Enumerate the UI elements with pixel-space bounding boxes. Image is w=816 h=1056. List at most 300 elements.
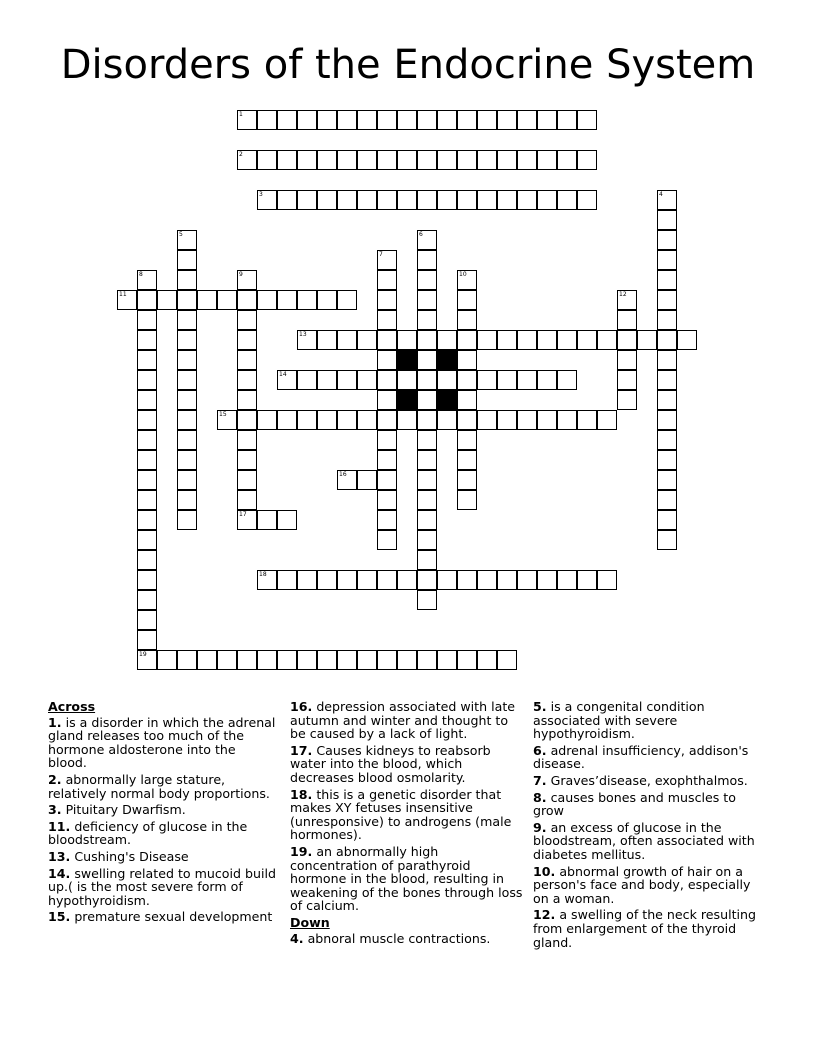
grid-cell[interactable]	[177, 490, 197, 510]
grid-cell[interactable]	[477, 650, 497, 670]
grid-cell[interactable]	[317, 190, 337, 210]
black-cell	[437, 350, 457, 370]
clue-number: 19.	[290, 843, 313, 859]
clue-text: adrenal insufficiency, addison's disease.	[533, 742, 749, 772]
grid-cell[interactable]	[657, 230, 677, 250]
grid-cell[interactable]	[297, 330, 317, 350]
grid-cell[interactable]	[137, 570, 157, 590]
grid-cell[interactable]	[237, 430, 257, 450]
grid-cell[interactable]	[617, 390, 637, 410]
grid-cell[interactable]	[357, 330, 377, 350]
grid-cell[interactable]	[657, 270, 677, 290]
grid-cell[interactable]	[417, 570, 437, 590]
grid-cell[interactable]	[557, 330, 577, 350]
grid-cell[interactable]	[177, 290, 197, 310]
grid-cell[interactable]	[297, 650, 317, 670]
grid-cell[interactable]	[477, 110, 497, 130]
grid-cell[interactable]	[417, 430, 437, 450]
grid-cell[interactable]	[417, 250, 437, 270]
grid-cell[interactable]	[297, 290, 317, 310]
clues-column-1	[48, 700, 278, 927]
grid-cell[interactable]	[317, 410, 337, 430]
grid-cell[interactable]	[537, 370, 557, 390]
grid-cell[interactable]	[277, 650, 297, 670]
grid-cell[interactable]	[417, 550, 437, 570]
clue-number: 4.	[290, 930, 304, 946]
clue-item	[48, 867, 278, 908]
clue-number-label: 2	[239, 151, 243, 158]
grid-cell[interactable]	[497, 410, 517, 430]
grid-cell[interactable]	[417, 310, 437, 330]
grid-cell[interactable]	[457, 350, 477, 370]
grid-cell[interactable]	[417, 490, 437, 510]
grid-cell[interactable]	[317, 370, 337, 390]
grid-cell[interactable]	[457, 570, 477, 590]
grid-cell[interactable]	[177, 430, 197, 450]
grid-cell[interactable]	[577, 190, 597, 210]
grid-cell[interactable]	[137, 390, 157, 410]
grid-cell[interactable]	[137, 530, 157, 550]
grid-cell[interactable]	[377, 270, 397, 290]
grid-cell[interactable]	[397, 330, 417, 350]
grid-cell[interactable]	[657, 530, 677, 550]
clue-text: abnoral muscle contractions.	[303, 930, 491, 946]
grid-cell[interactable]	[377, 570, 397, 590]
grid-cell[interactable]	[397, 150, 417, 170]
grid-cell[interactable]	[297, 370, 317, 390]
grid-cell[interactable]	[177, 250, 197, 270]
grid-cell[interactable]	[557, 370, 577, 390]
grid-cell[interactable]	[557, 110, 577, 130]
grid-cell[interactable]	[657, 470, 677, 490]
grid-cell[interactable]	[677, 330, 697, 350]
grid-cell[interactable]	[437, 330, 457, 350]
grid-cell[interactable]	[177, 230, 197, 250]
grid-cell[interactable]	[197, 650, 217, 670]
grid-cell[interactable]	[357, 150, 377, 170]
grid-cell[interactable]	[517, 370, 537, 390]
grid-cell[interactable]	[457, 650, 477, 670]
grid-cell[interactable]	[477, 150, 497, 170]
grid-cell[interactable]	[377, 470, 397, 490]
clue-text: an abnormally high concentration of parathyroid hormone in the blood, resulting in weakening of the bones through loss of calcium.	[290, 843, 523, 914]
grid-cell[interactable]	[357, 410, 377, 430]
clue-item	[290, 932, 526, 946]
grid-cell[interactable]	[497, 330, 517, 350]
black-cell	[437, 390, 457, 410]
clue-number-label: 10	[459, 271, 467, 278]
grid-cell[interactable]	[117, 290, 137, 310]
grid-cell[interactable]	[617, 290, 637, 310]
grid-cell[interactable]	[417, 190, 437, 210]
grid-cell[interactable]	[137, 510, 157, 530]
grid-cell[interactable]	[417, 230, 437, 250]
grid-cell[interactable]	[657, 350, 677, 370]
grid-cell[interactable]	[217, 650, 237, 670]
grid-cell[interactable]	[137, 430, 157, 450]
grid-cell[interactable]	[337, 650, 357, 670]
grid-cell[interactable]	[457, 410, 477, 430]
grid-cell[interactable]	[237, 310, 257, 330]
clue-number: 8.	[533, 789, 547, 805]
grid-cell[interactable]	[337, 150, 357, 170]
grid-cell[interactable]	[337, 570, 357, 590]
grid-cell[interactable]	[317, 570, 337, 590]
grid-cell[interactable]	[517, 570, 537, 590]
black-cell	[397, 390, 417, 410]
grid-cell[interactable]	[177, 510, 197, 530]
grid-cell[interactable]	[457, 450, 477, 470]
grid-cell[interactable]	[237, 350, 257, 370]
grid-cell[interactable]	[397, 370, 417, 390]
grid-cell[interactable]	[417, 350, 437, 370]
grid-cell[interactable]	[237, 110, 257, 130]
grid-cell[interactable]	[557, 570, 577, 590]
down-heading: Down	[290, 914, 330, 930]
grid-cell[interactable]	[237, 270, 257, 290]
grid-cell[interactable]	[137, 410, 157, 430]
clue-number: 7.	[533, 772, 547, 788]
grid-cell[interactable]	[377, 410, 397, 430]
grid-cell[interactable]	[337, 410, 357, 430]
grid-cell[interactable]	[537, 410, 557, 430]
grid-cell[interactable]	[377, 370, 397, 390]
clue-number-label: 12	[619, 291, 627, 298]
grid-cell[interactable]	[377, 330, 397, 350]
clue-text: Pituitary Dwarfism.	[61, 802, 186, 818]
grid-cell[interactable]	[577, 410, 597, 430]
grid-cell[interactable]	[197, 290, 217, 310]
grid-cell[interactable]	[217, 290, 237, 310]
clue-item	[533, 821, 763, 862]
grid-cell[interactable]	[337, 330, 357, 350]
grid-cell[interactable]	[617, 310, 637, 330]
grid-cell[interactable]	[457, 390, 477, 410]
grid-cell[interactable]	[277, 190, 297, 210]
grid-cell[interactable]	[257, 150, 277, 170]
grid-cell[interactable]	[137, 270, 157, 290]
grid-cell[interactable]	[437, 370, 457, 390]
grid-cell[interactable]	[417, 650, 437, 670]
grid-cell[interactable]	[277, 290, 297, 310]
grid-cell[interactable]	[317, 650, 337, 670]
grid-cell[interactable]	[417, 410, 437, 430]
grid-cell[interactable]	[177, 310, 197, 330]
clue-item	[48, 910, 278, 924]
grid-cell[interactable]	[277, 510, 297, 530]
grid-cell[interactable]	[457, 490, 477, 510]
grid-cell[interactable]	[297, 190, 317, 210]
clues-column-2	[290, 700, 526, 948]
grid-cell[interactable]	[377, 110, 397, 130]
grid-cell[interactable]	[337, 110, 357, 130]
grid-cell[interactable]	[517, 150, 537, 170]
grid-cell[interactable]	[257, 410, 277, 430]
grid-cell[interactable]	[297, 410, 317, 430]
grid-cell[interactable]	[457, 370, 477, 390]
grid-cell[interactable]	[377, 350, 397, 370]
grid-cell[interactable]	[477, 370, 497, 390]
grid-cell[interactable]	[337, 190, 357, 210]
grid-cell[interactable]	[537, 330, 557, 350]
grid-cell[interactable]	[477, 330, 497, 350]
grid-cell[interactable]	[457, 430, 477, 450]
grid-cell[interactable]	[317, 150, 337, 170]
grid-cell[interactable]	[417, 270, 437, 290]
grid-cell[interactable]	[517, 330, 537, 350]
grid-cell[interactable]	[357, 470, 377, 490]
black-cell	[397, 350, 417, 370]
grid-cell[interactable]	[137, 350, 157, 370]
grid-cell[interactable]	[657, 490, 677, 510]
clue-text: premature sexual development	[70, 909, 273, 925]
grid-cell[interactable]	[397, 190, 417, 210]
grid-cell[interactable]	[277, 410, 297, 430]
grid-cell[interactable]	[537, 110, 557, 130]
grid-cell[interactable]	[237, 150, 257, 170]
grid-cell[interactable]	[657, 190, 677, 210]
grid-cell[interactable]	[657, 250, 677, 270]
grid-cell[interactable]	[177, 330, 197, 350]
grid-cell[interactable]	[437, 110, 457, 130]
grid-cell[interactable]	[537, 570, 557, 590]
grid-cell[interactable]	[297, 150, 317, 170]
grid-cell[interactable]	[457, 270, 477, 290]
clue-item	[48, 803, 278, 817]
grid-cell[interactable]	[457, 330, 477, 350]
grid-cell[interactable]	[477, 570, 497, 590]
grid-cell[interactable]	[417, 510, 437, 530]
grid-cell[interactable]	[177, 370, 197, 390]
grid-cell[interactable]	[577, 330, 597, 350]
grid-cell[interactable]	[357, 190, 377, 210]
grid-cell[interactable]	[297, 570, 317, 590]
grid-cell[interactable]	[177, 350, 197, 370]
grid-cell[interactable]	[437, 570, 457, 590]
grid-cell[interactable]	[377, 650, 397, 670]
grid-cell[interactable]	[377, 530, 397, 550]
grid-cell[interactable]	[617, 350, 637, 370]
clue-item	[533, 744, 763, 771]
grid-cell[interactable]	[337, 290, 357, 310]
grid-cell[interactable]	[237, 470, 257, 490]
grid-cell[interactable]	[257, 290, 277, 310]
grid-cell[interactable]	[237, 490, 257, 510]
grid-cell[interactable]	[657, 290, 677, 310]
grid-cell[interactable]	[257, 510, 277, 530]
grid-cell[interactable]	[177, 390, 197, 410]
grid-cell[interactable]	[597, 410, 617, 430]
grid-cell[interactable]	[337, 470, 357, 490]
grid-cell[interactable]	[657, 390, 677, 410]
grid-cell[interactable]	[157, 650, 177, 670]
clue-number-label: 18	[259, 571, 267, 578]
grid-cell[interactable]	[377, 250, 397, 270]
grid-cell[interactable]	[477, 410, 497, 430]
grid-cell[interactable]	[497, 570, 517, 590]
grid-cell[interactable]	[157, 290, 177, 310]
grid-cell[interactable]	[377, 490, 397, 510]
grid-cell[interactable]	[177, 650, 197, 670]
clue-text: causes bones and muscles to grow	[533, 789, 736, 819]
grid-cell[interactable]	[457, 150, 477, 170]
grid-cell[interactable]	[437, 410, 457, 430]
grid-cell[interactable]	[457, 190, 477, 210]
grid-cell[interactable]	[537, 150, 557, 170]
clue-item	[290, 788, 526, 842]
grid-cell[interactable]	[317, 110, 337, 130]
grid-cell[interactable]	[517, 190, 537, 210]
grid-cell[interactable]	[457, 470, 477, 490]
grid-cell[interactable]	[497, 190, 517, 210]
grid-cell[interactable]	[377, 450, 397, 470]
grid-cell[interactable]	[237, 330, 257, 350]
grid-cell[interactable]	[257, 110, 277, 130]
clues-column-3	[533, 700, 763, 952]
grid-cell[interactable]	[177, 410, 197, 430]
grid-cell[interactable]	[237, 450, 257, 470]
clue-number-label: 1	[239, 111, 243, 118]
grid-cell[interactable]	[417, 110, 437, 130]
grid-cell[interactable]	[397, 570, 417, 590]
grid-cell[interactable]	[377, 190, 397, 210]
grid-cell[interactable]	[177, 270, 197, 290]
grid-cell[interactable]	[657, 310, 677, 330]
grid-cell[interactable]	[417, 330, 437, 350]
grid-cell[interactable]	[657, 510, 677, 530]
grid-cell[interactable]	[577, 150, 597, 170]
grid-cell[interactable]	[497, 150, 517, 170]
grid-cell[interactable]	[397, 410, 417, 430]
grid-cell[interactable]	[417, 470, 437, 490]
grid-cell[interactable]	[137, 370, 157, 390]
grid-cell[interactable]	[577, 570, 597, 590]
grid-cell[interactable]	[377, 510, 397, 530]
clue-number-label: 14	[279, 371, 287, 378]
grid-cell[interactable]	[237, 410, 257, 430]
grid-cell[interactable]	[317, 290, 337, 310]
grid-cell[interactable]	[137, 490, 157, 510]
clue-number: 11.	[48, 818, 71, 834]
grid-cell[interactable]	[657, 330, 677, 350]
grid-cell[interactable]	[137, 610, 157, 630]
grid-cell[interactable]	[577, 110, 597, 130]
grid-cell[interactable]	[137, 470, 157, 490]
grid-cell[interactable]	[597, 570, 617, 590]
grid-cell[interactable]	[177, 470, 197, 490]
grid-cell[interactable]	[637, 330, 657, 350]
clue-number: 2.	[48, 771, 62, 787]
grid-cell[interactable]	[137, 290, 157, 310]
grid-cell[interactable]	[237, 650, 257, 670]
clue-number: 17.	[290, 742, 313, 758]
grid-cell[interactable]	[657, 450, 677, 470]
grid-cell[interactable]	[277, 570, 297, 590]
grid-cell[interactable]	[257, 650, 277, 670]
clue-text: abnormally large stature, relatively normal body proportions.	[48, 771, 270, 801]
grid-cell[interactable]	[137, 330, 157, 350]
grid-cell[interactable]	[557, 190, 577, 210]
grid-cell[interactable]	[657, 370, 677, 390]
grid-cell[interactable]	[417, 290, 437, 310]
grid-cell[interactable]	[537, 190, 557, 210]
grid-cell[interactable]	[277, 150, 297, 170]
grid-cell[interactable]	[337, 370, 357, 390]
grid-cell[interactable]	[417, 530, 437, 550]
grid-cell[interactable]	[297, 110, 317, 130]
grid-cell[interactable]	[137, 650, 157, 670]
grid-cell[interactable]	[497, 110, 517, 130]
grid-cell[interactable]	[137, 310, 157, 330]
grid-cell[interactable]	[437, 150, 457, 170]
grid-cell[interactable]	[377, 290, 397, 310]
grid-cell[interactable]	[477, 190, 497, 210]
grid-cell[interactable]	[457, 290, 477, 310]
grid-cell[interactable]	[437, 650, 457, 670]
clue-item	[533, 908, 763, 949]
grid-cell[interactable]	[277, 370, 297, 390]
grid-cell[interactable]	[357, 110, 377, 130]
grid-cell[interactable]	[137, 450, 157, 470]
grid-cell[interactable]	[357, 370, 377, 390]
grid-cell[interactable]	[397, 110, 417, 130]
grid-cell[interactable]	[657, 430, 677, 450]
grid-cell[interactable]	[417, 590, 437, 610]
grid-cell[interactable]	[657, 410, 677, 430]
grid-cell[interactable]	[137, 630, 157, 650]
grid-cell[interactable]	[497, 370, 517, 390]
grid-cell[interactable]	[237, 510, 257, 530]
grid-cell[interactable]	[137, 590, 157, 610]
grid-cell[interactable]	[257, 190, 277, 210]
grid-cell[interactable]	[597, 330, 617, 350]
grid-cell[interactable]	[377, 390, 397, 410]
grid-cell[interactable]	[417, 450, 437, 470]
page-title: Disorders of the Endocrine System	[60, 42, 756, 88]
grid-cell[interactable]	[497, 650, 517, 670]
grid-cell[interactable]	[617, 330, 637, 350]
grid-cell[interactable]	[377, 150, 397, 170]
grid-cell[interactable]	[237, 290, 257, 310]
grid-cell[interactable]	[517, 410, 537, 430]
grid-cell[interactable]	[237, 390, 257, 410]
grid-cell[interactable]	[177, 450, 197, 470]
grid-cell[interactable]	[517, 110, 537, 130]
grid-cell[interactable]	[457, 310, 477, 330]
grid-cell[interactable]	[557, 410, 577, 430]
grid-cell[interactable]	[137, 550, 157, 570]
grid-cell[interactable]	[617, 370, 637, 390]
clue-number-label: 15	[219, 411, 227, 418]
grid-cell[interactable]	[417, 370, 437, 390]
grid-cell[interactable]	[657, 210, 677, 230]
grid-cell[interactable]	[437, 190, 457, 210]
grid-cell[interactable]	[377, 430, 397, 450]
grid-cell[interactable]	[357, 650, 377, 670]
grid-cell[interactable]	[317, 330, 337, 350]
grid-cell[interactable]	[377, 310, 397, 330]
grid-cell[interactable]	[557, 150, 577, 170]
grid-cell[interactable]	[417, 150, 437, 170]
grid-cell[interactable]	[457, 110, 477, 130]
grid-cell[interactable]	[217, 410, 237, 430]
grid-cell[interactable]	[237, 370, 257, 390]
grid-cell[interactable]	[257, 570, 277, 590]
grid-cell[interactable]	[277, 110, 297, 130]
grid-cell[interactable]	[397, 650, 417, 670]
grid-cell[interactable]	[417, 390, 437, 410]
grid-cell[interactable]	[357, 570, 377, 590]
